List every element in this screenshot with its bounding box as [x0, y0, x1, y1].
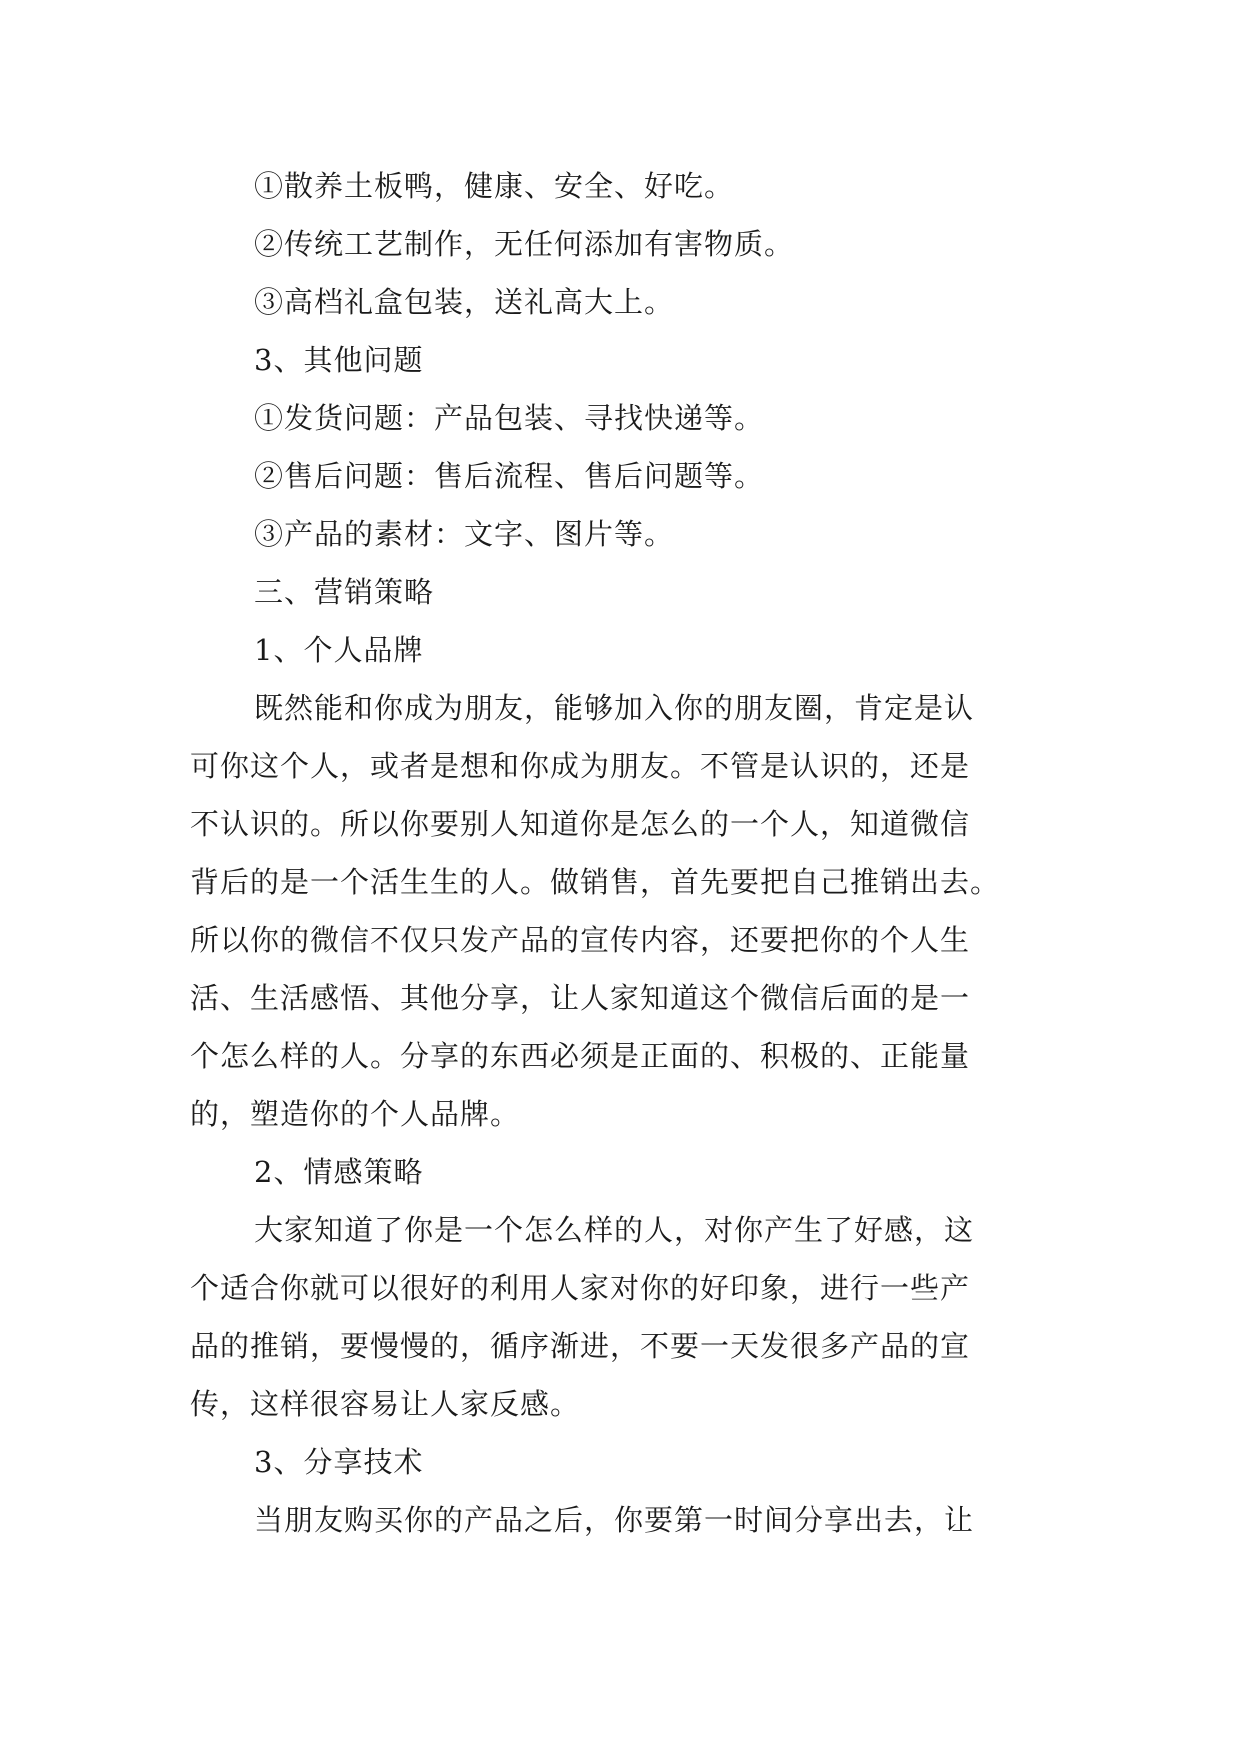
section-heading: 3、分享技术	[254, 1445, 424, 1479]
text-line: ①发货问题：产品包装、寻找快递等。	[254, 401, 765, 435]
paragraph-line: 大家知道了你是一个怎么样的人，对你产生了好感，这	[254, 1213, 975, 1247]
paragraph-line: 不认识的。所以你要别人知道你是怎么的一个人，知道微信	[190, 807, 971, 841]
paragraph-line: 可你这个人，或者是想和你成为朋友。不管是认识的，还是	[190, 749, 971, 783]
text-line: ③高档礼盒包装，送礼高大上。	[254, 285, 675, 319]
paragraph-line: 个怎么样的人。分享的东西必须是正面的、积极的、正能量	[190, 1039, 971, 1073]
text-line: ①散养土板鸭，健康、安全、好吃。	[254, 169, 735, 203]
paragraph-line: 的，塑造你的个人品牌。	[190, 1097, 521, 1131]
section-heading: 2、情感策略	[254, 1155, 424, 1189]
chapter-heading: 三、营销策略	[254, 575, 435, 609]
paragraph-line: 传，这样很容易让人家反感。	[190, 1387, 581, 1421]
paragraph-line: 活、生活感悟、其他分享，让人家知道这个微信后面的是一	[190, 981, 971, 1015]
text-line: ③产品的素材：文字、图片等。	[254, 517, 675, 551]
paragraph-line: 品的推销，要慢慢的，循序渐进，不要一天发很多产品的宣	[190, 1329, 971, 1363]
section-heading: 1、个人品牌	[254, 633, 424, 667]
text-line: ②售后问题：售后流程、售后问题等。	[254, 459, 765, 493]
paragraph-line: 既然能和你成为朋友，能够加入你的朋友圈，肯定是认	[254, 691, 975, 725]
paragraph-line: 当朋友购买你的产品之后，你要第一时间分享出去，让	[254, 1503, 975, 1537]
paragraph-line: 背后的是一个活生生的人。做销售，首先要把自己推销出去。	[190, 865, 1001, 899]
text-line: ②传统工艺制作，无任何添加有害物质。	[254, 227, 795, 261]
section-heading: 3、其他问题	[254, 343, 424, 377]
paragraph-line: 所以你的微信不仅只发产品的宣传内容，还要把你的个人生	[190, 923, 971, 957]
paragraph-line: 个适合你就可以很好的利用人家对你的好印象，进行一些产	[190, 1271, 971, 1305]
